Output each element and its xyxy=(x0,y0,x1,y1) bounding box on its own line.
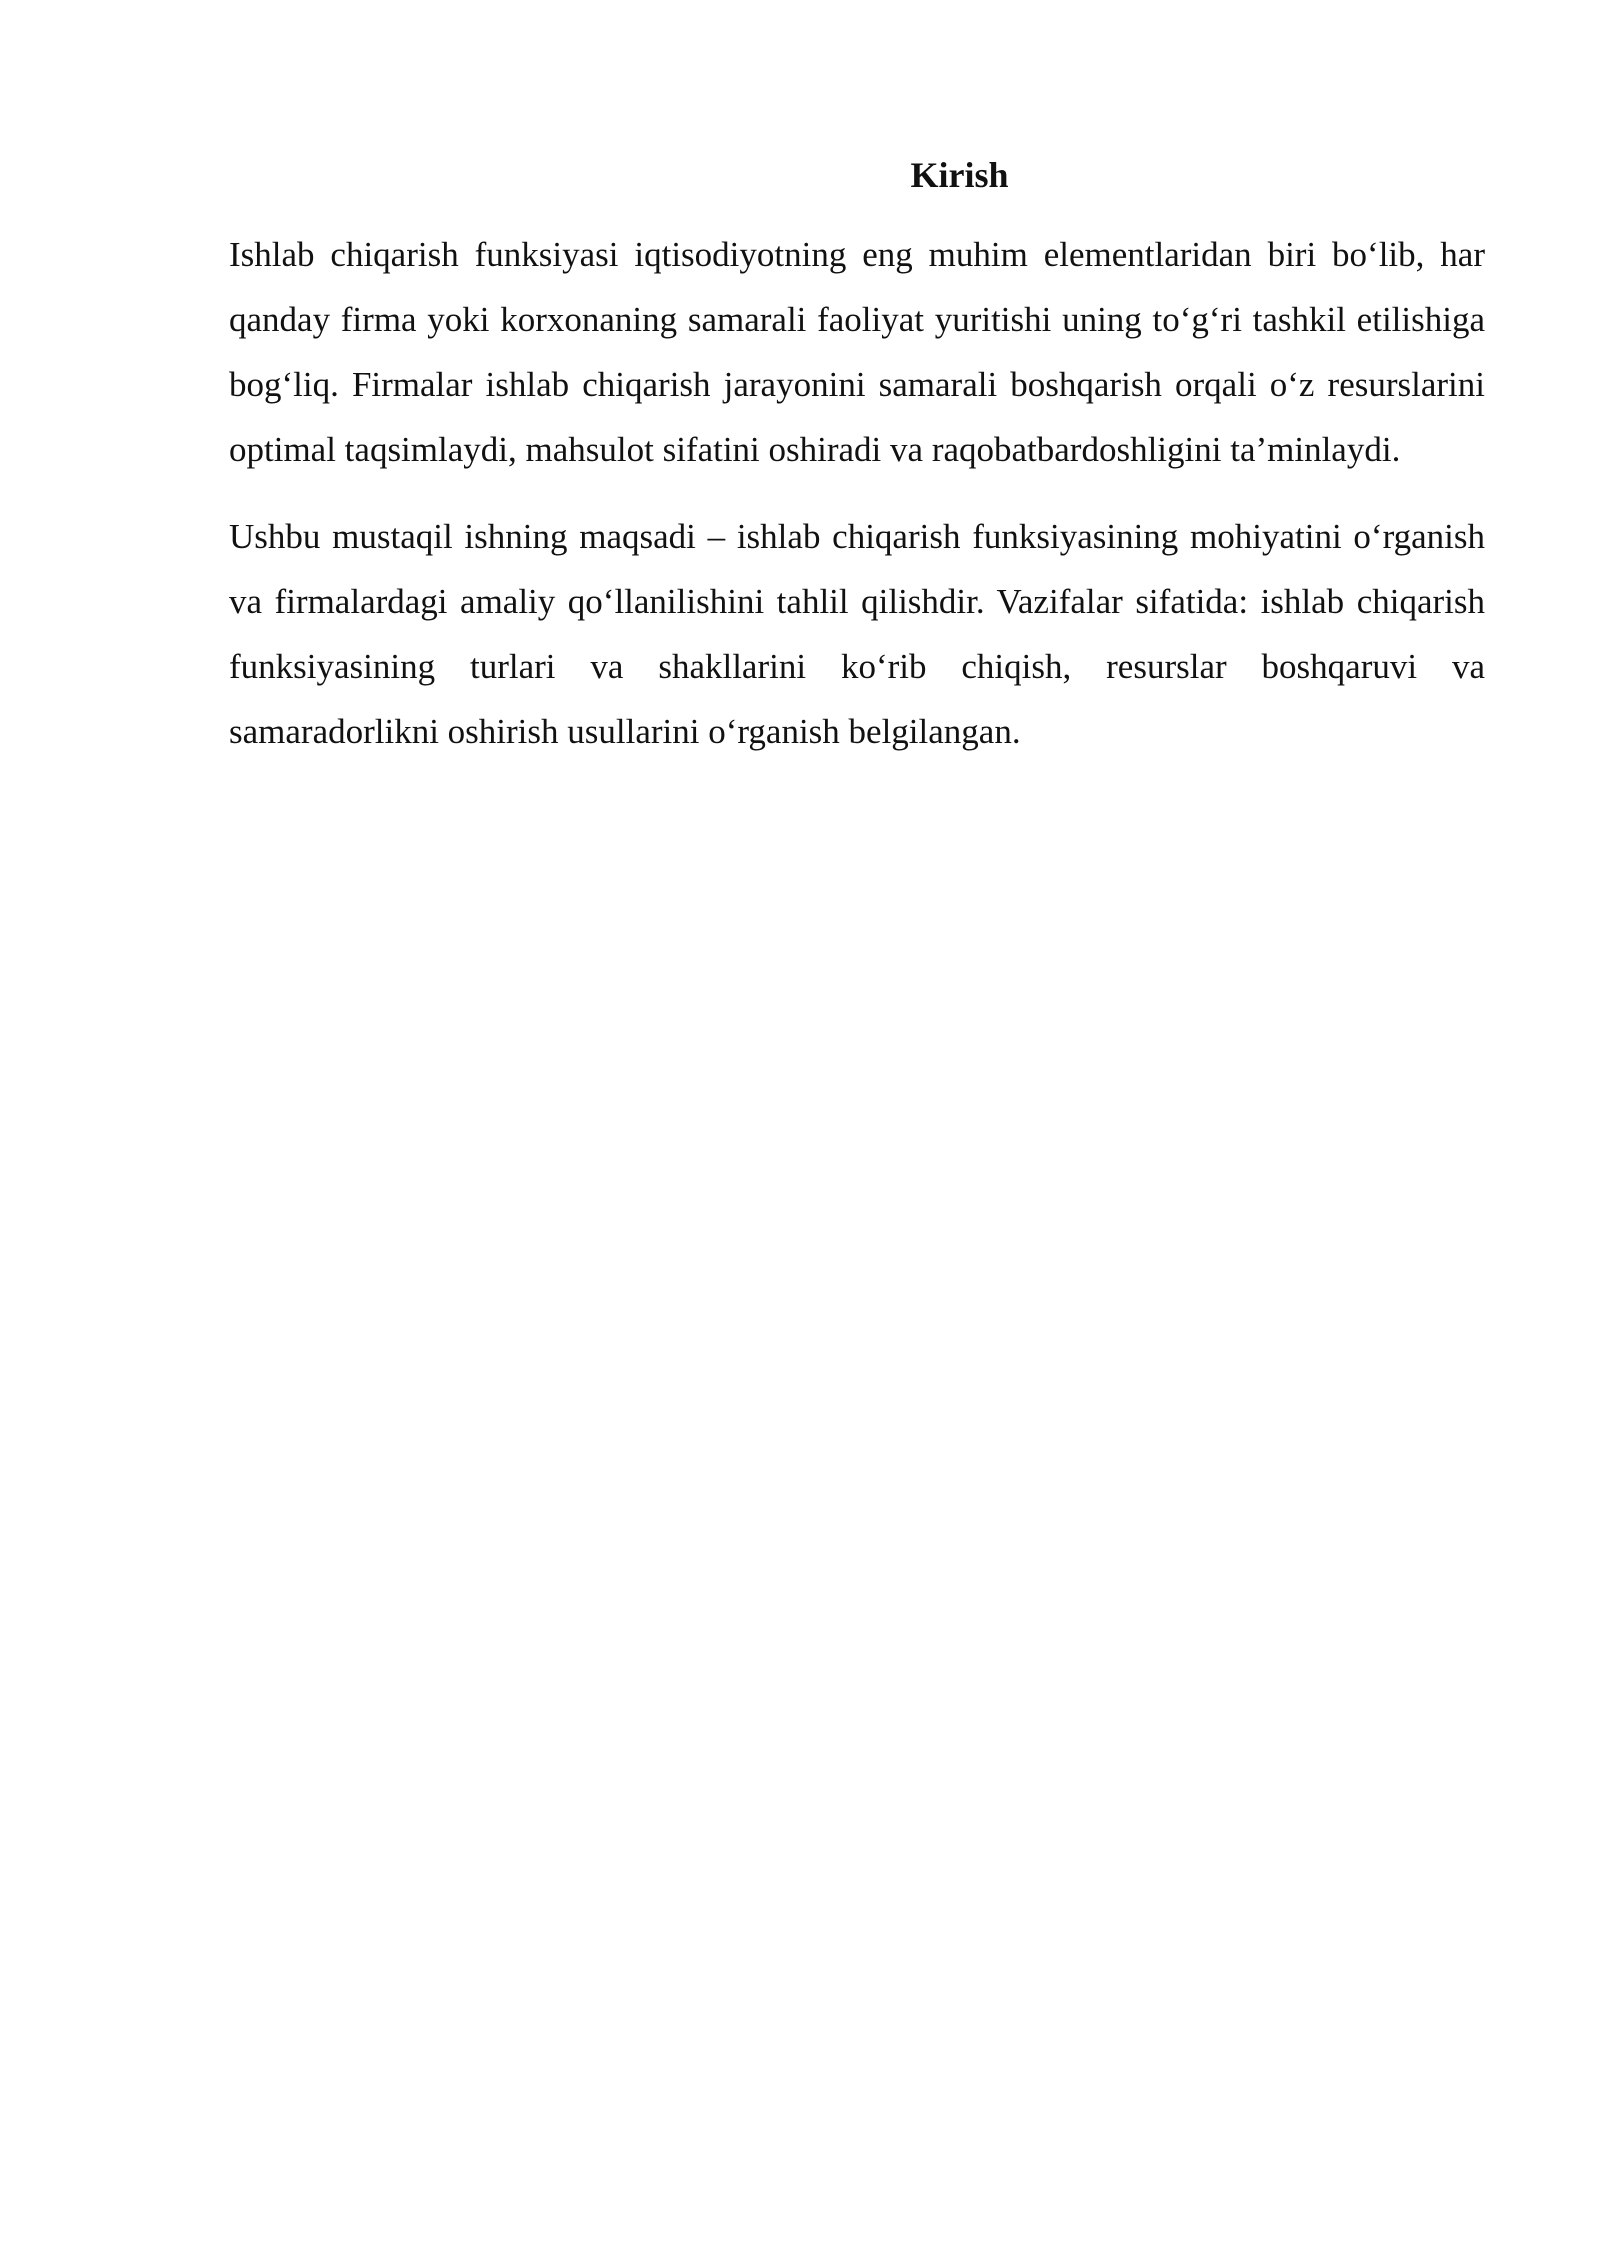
paragraph-aim: Ushbu mustaqil ishning maqsadi – ishlab chiqarish funksiyasining mohiyatini o‘rganish va firmalardagi amaliy qo‘llanilishini tahlil qilishdir. Vazifalar sifatida: ishlab chiqarish funksiyasining turlari va shakllarini ko‘rib chiqish, resurslar boshqaruvi va samaradorlikni oshirish usullarini o‘rganish belgilangan. xyxy=(229,517,1485,751)
section-heading: Kirish xyxy=(910,155,1009,195)
paragraph-intro: Ishlab chiqarish funksiyasi iqtisodiyotning eng muhim elementlaridan biri bo‘lib, har qanday firma yoki korxonaning samarali faoliyat yuritishi uning to‘g‘ri tashkil etilishiga bog‘liq. Firmalar ishlab chiqarish jarayonini samarali boshqarish orqali o‘z resurslarini optimal taqsimlaydi, mahsulot sifatini oshiradi va raqobatbardoshligini ta’minlaydi. xyxy=(229,235,1485,469)
document-body xyxy=(229,150,1485,786)
